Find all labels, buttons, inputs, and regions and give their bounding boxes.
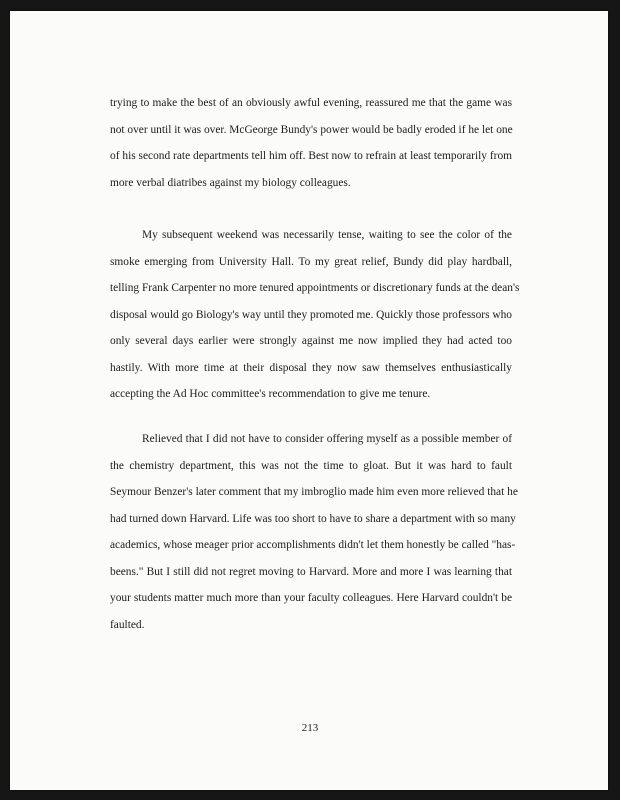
text-line: smoke emerging from University Hall. To my great relief, Bundy did play hardball, <box>110 255 512 268</box>
text-line: Relieved that I did not have to consider offering myself as a possible member of <box>142 433 512 445</box>
text-line: disposal would go Biology's way until they promoted me. Quickly those professors who <box>110 308 512 321</box>
text-line: trying to make the best of an obviously awful evening, reassured me that the game was <box>110 97 512 109</box>
text-line: telling Frank Carpenter no more tenured appointments or discretionary funds at the dean's <box>110 282 520 294</box>
text-line: not over until it was over. McGeorge Bundy's power would be badly eroded if he let one <box>110 123 513 136</box>
text-line: your students matter much more than your faculty colleagues. Here Harvard couldn't be <box>110 592 512 604</box>
text-line: My subsequent weekend was necessarily tense, waiting to see the color of the <box>142 229 512 241</box>
text-line: faulted. <box>110 618 145 631</box>
text-line: had turned down Harvard. Life was too short to have to share a department with so many <box>110 512 516 525</box>
text-line: Seymour Benzer's later comment that my imbroglio made him even more relieved that he <box>110 486 518 498</box>
paragraph-2 <box>110 222 520 408</box>
text-line: only several days earlier were strongly against me now implied they had acted too <box>110 335 512 347</box>
text-line: accepting the Ad Hoc committee's recommendation to give me tenure. <box>110 388 431 400</box>
text-line: more verbal diatribes against my biology colleagues. <box>110 176 351 189</box>
text-line: academics, whose meager prior accomplishments didn't let them honestly be called "has- <box>110 539 516 551</box>
page-number: 213 <box>301 722 319 734</box>
paragraph-1 <box>110 90 512 196</box>
text-line: hastily. With more time at their disposal they now saw themselves enthusiastically <box>110 361 512 374</box>
text-line: the chemistry department, this was not the time to gloat. But it was hard to fault <box>110 459 512 472</box>
text-line: of his second rate departments tell him off. Best now to refrain at least temporarily from <box>110 150 512 162</box>
paragraph-3 <box>110 426 518 638</box>
text-line: beens." But I still did not regret moving to Harvard. More and more I was learning that <box>110 565 512 578</box>
